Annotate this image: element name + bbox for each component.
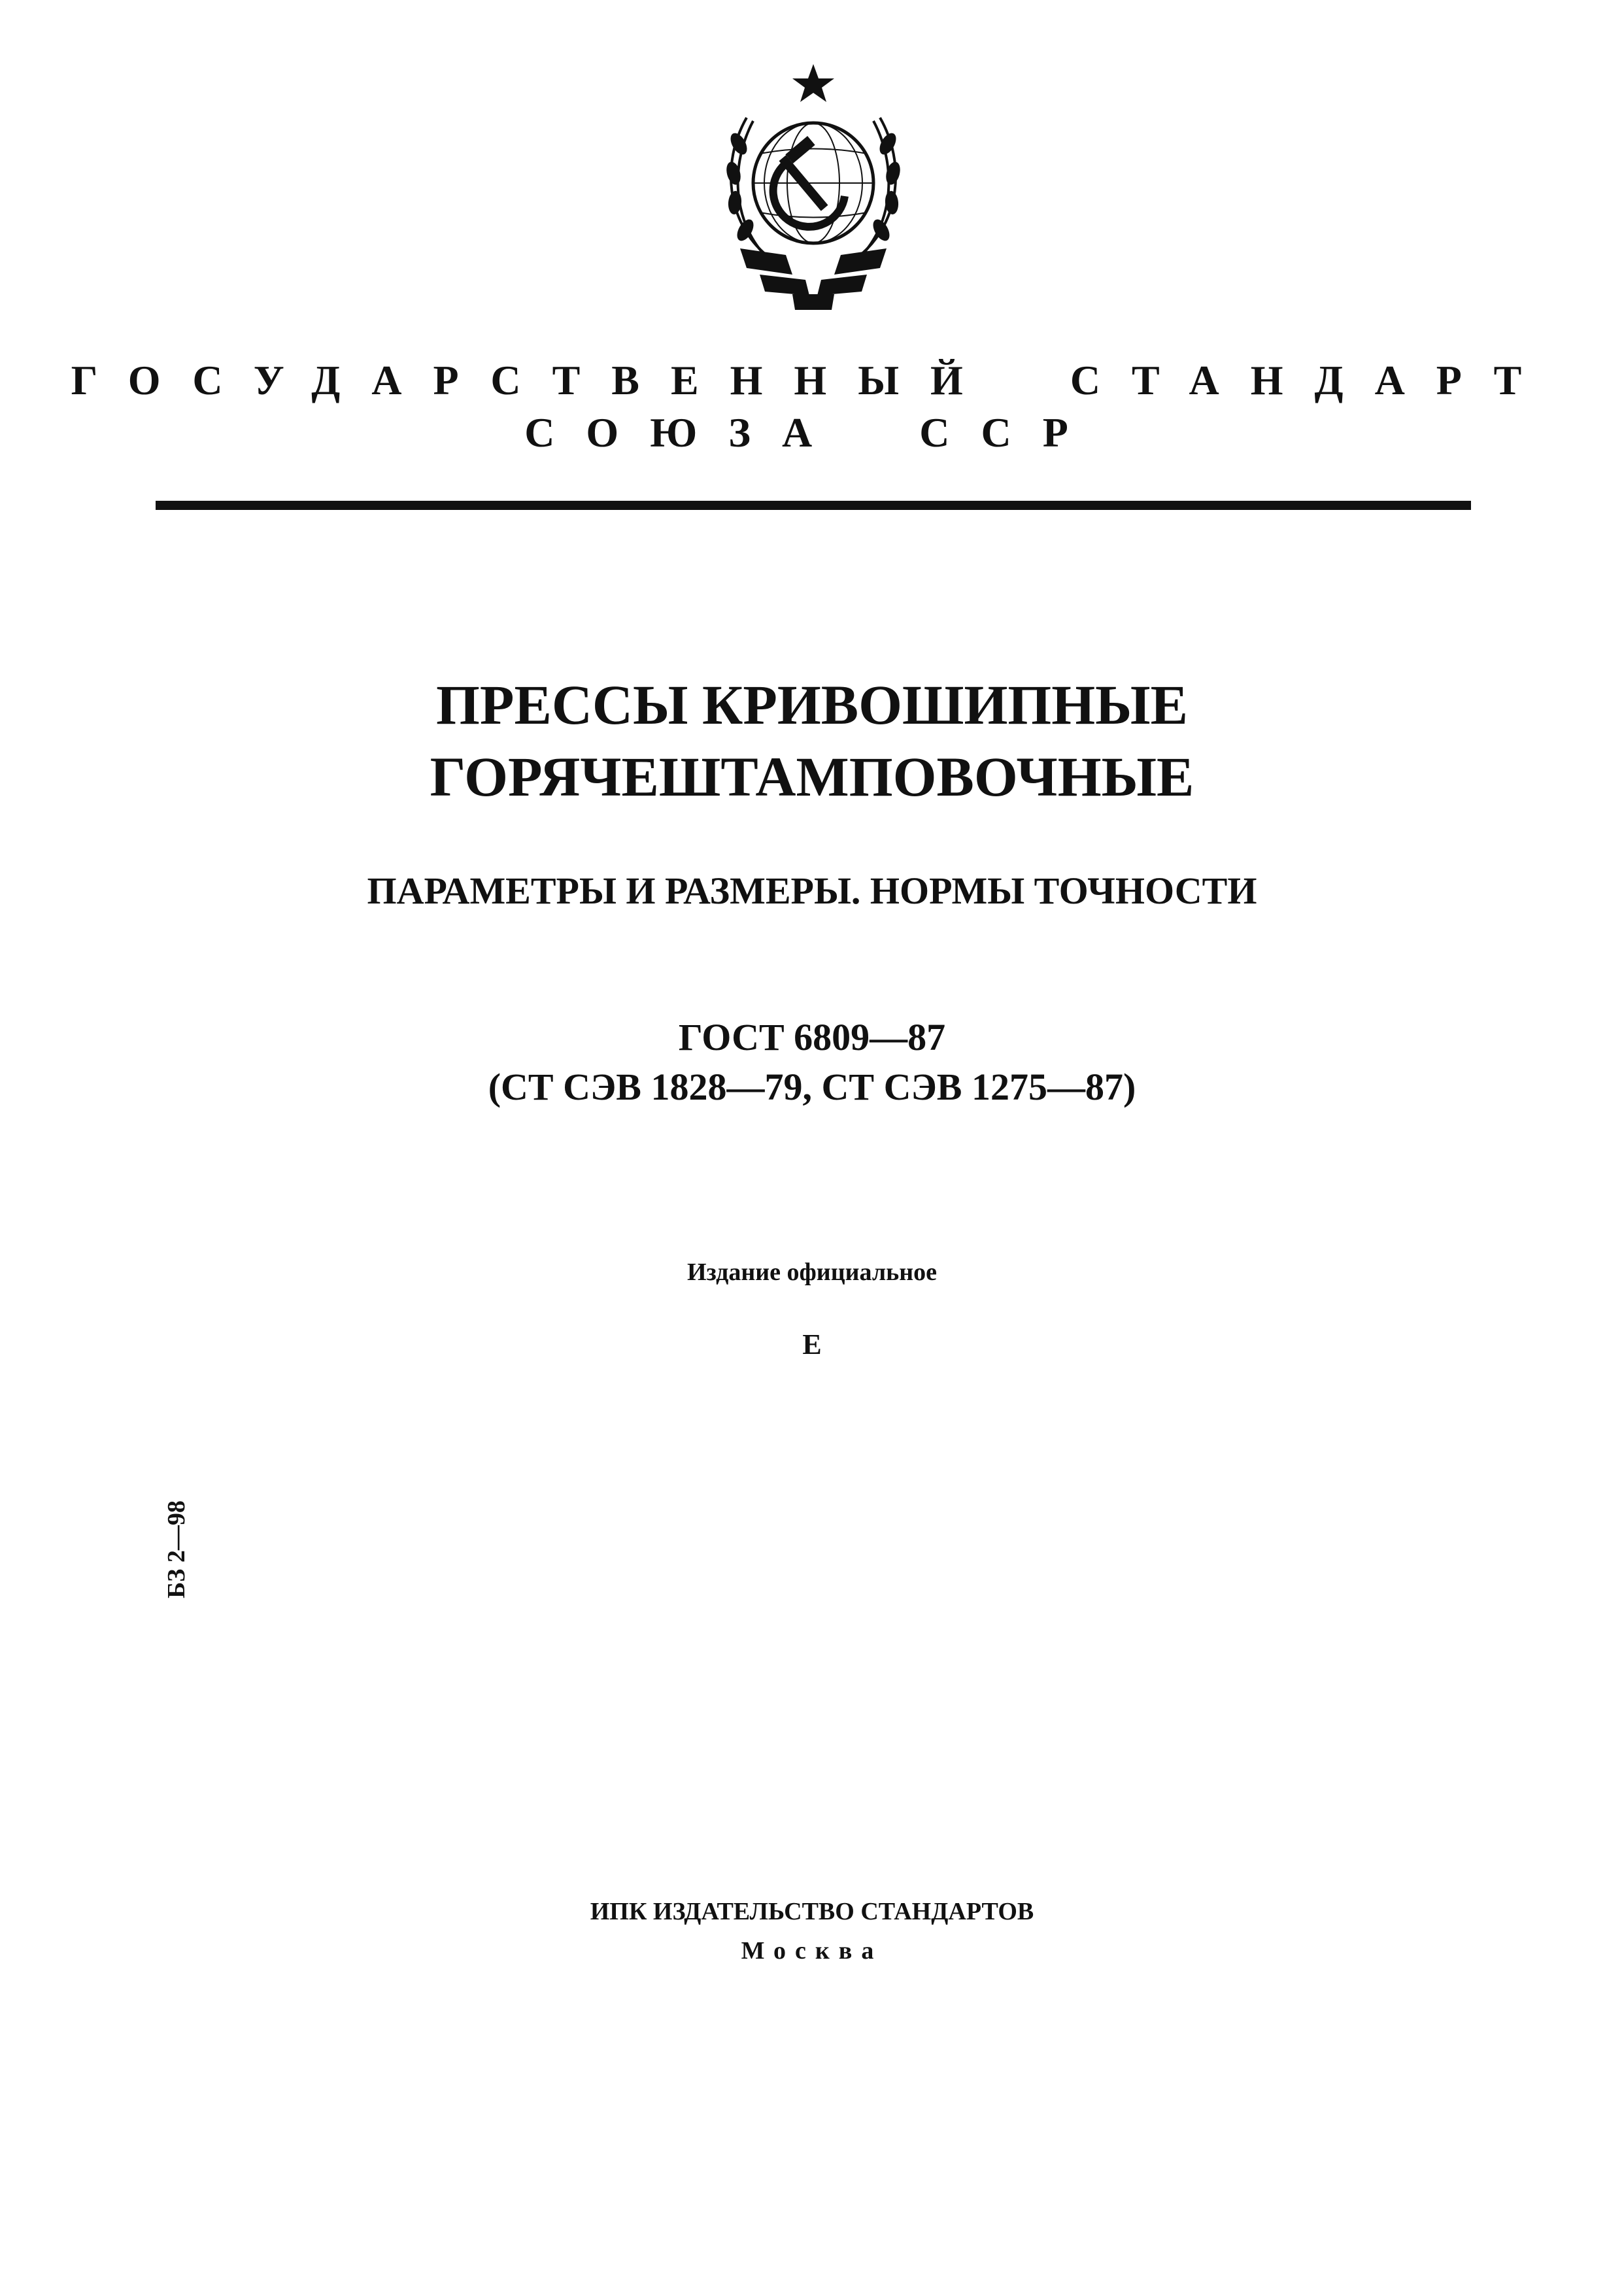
edition-label: Издание официальное (686, 1258, 937, 1286)
publisher-name: ИПК ИЗДАТЕЛЬСТВО СТАНДАРТОВ (590, 1898, 1034, 1925)
edition-letter: Е (802, 1328, 822, 1360)
ussr-heading: СОЮЗА ССР (524, 409, 1100, 456)
state-standard-heading: ГОСУДАРСТВЕННЫЙ СТАНДАРТ (71, 357, 1553, 403)
document-title-line-2: ГОРЯЧЕШТАМПОВОЧНЫЕ (430, 745, 1194, 808)
document-title-line-1: ПРЕССЫ КРИВОШИПНЫЕ (436, 673, 1188, 736)
side-code: БЗ 2—98 (163, 1500, 190, 1598)
state-emblem-icon (688, 59, 939, 320)
header-divider (156, 501, 1471, 510)
standard-number: ГОСТ 6809—87 (678, 1016, 946, 1058)
document-subtitle: ПАРАМЕТРЫ И РАЗМЕРЫ. НОРМЫ ТОЧНОСТИ (367, 869, 1257, 912)
standard-equivalents: (СТ СЭВ 1828—79, СТ СЭВ 1275—87) (488, 1066, 1136, 1108)
publisher-city: Москва (741, 1937, 883, 1965)
